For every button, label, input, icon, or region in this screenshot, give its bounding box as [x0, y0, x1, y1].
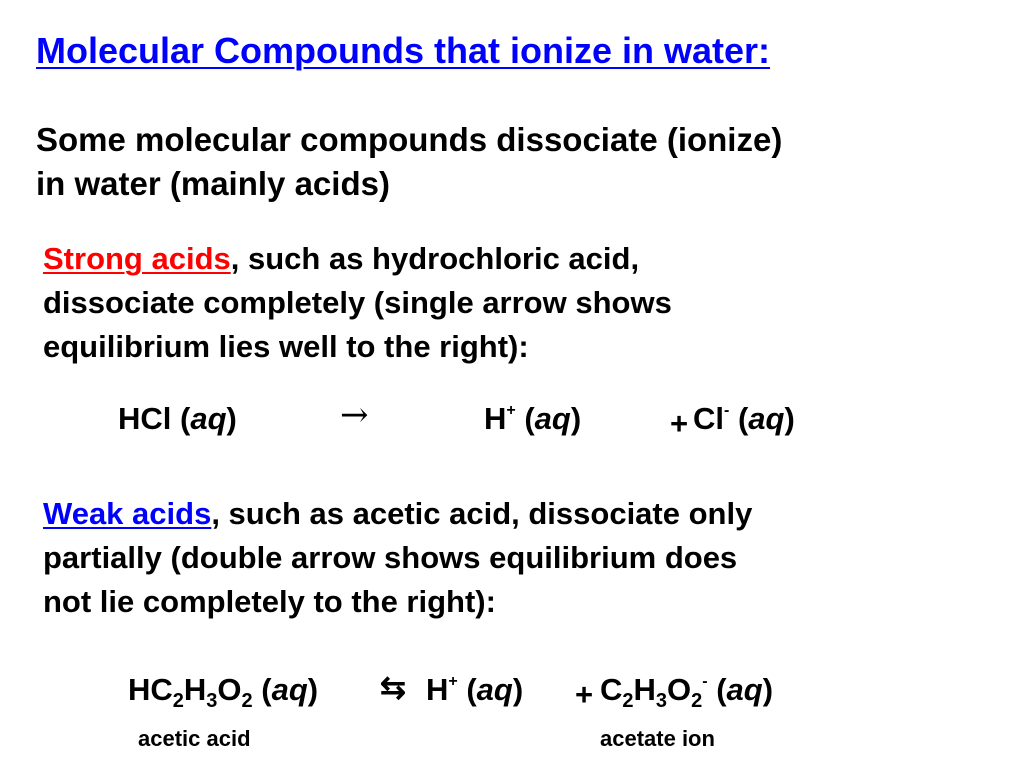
positive-charge: +: [506, 402, 516, 419]
strong-acids-term: Strong acids: [43, 241, 231, 276]
page-title: Molecular Compounds that ionize in water:: [36, 30, 771, 71]
weak-acids-line-3: not lie completely to the right):: [43, 584, 496, 619]
o-symbol: O: [667, 672, 692, 707]
acetate-ion-label: acetate ion: [600, 726, 715, 751]
strong-acids-line-3: equilibrium lies well to the right):: [43, 329, 529, 364]
intro-line-2: in water (mainly acids): [36, 165, 390, 202]
strong-acids-line-2: dissociate completely (single arrow shows: [43, 285, 672, 320]
h-ion: H+ (aq): [426, 672, 524, 707]
h-symbol: H: [633, 672, 656, 707]
aq-label: aq: [476, 672, 513, 707]
subscript: 2: [241, 690, 253, 712]
acetate-ion-formula: $C_2H_3O_2^-$ (aq): [600, 672, 774, 712]
intro-paragraph: [36, 118, 782, 206]
weak-acids-line-1: [43, 492, 752, 536]
strong-acids-line-1: [43, 237, 672, 281]
cl-symbol: Cl: [693, 401, 724, 436]
single-arrow-icon: →: [340, 395, 369, 435]
intro-line-1: Some molecular compounds dissociate (ionize): [36, 121, 783, 158]
acetic-acid-formula: $HC_2H_3O_2$ (aq): [128, 672, 319, 712]
h-symbol: H: [484, 401, 507, 436]
subscript: 2: [691, 690, 703, 712]
acetic-acid-label: acetic acid: [138, 726, 251, 751]
subscript: 2: [172, 690, 184, 712]
negative-charge: -: [702, 673, 708, 690]
o-symbol: O: [217, 672, 242, 707]
plus-sign: +: [670, 406, 689, 441]
h-ion: H+ (aq): [484, 401, 582, 436]
subscript: 3: [655, 690, 668, 712]
plus-sign: +: [575, 677, 594, 712]
hcl-formula: HCl (: [118, 401, 191, 436]
hcl-reactant: [118, 401, 237, 437]
positive-charge: +: [448, 673, 458, 690]
strong-acids-line-1-rest: , such as hydrochloric acid,: [230, 241, 640, 276]
aq-label: aq: [748, 401, 785, 436]
aq-label: aq: [534, 401, 571, 436]
strong-acids-paragraph: [43, 237, 672, 369]
subscript: 3: [206, 690, 218, 712]
cl-ion: Cl- (aq): [693, 401, 795, 436]
aq-label: aq: [271, 672, 308, 707]
weak-acids-line-2: partially (double arrow shows equilibrium does: [43, 540, 738, 575]
weak-acids-line-1-rest: , such as acetic acid, dissociate only: [211, 496, 753, 531]
c-symbol: C: [600, 672, 623, 707]
h-symbol: H: [426, 672, 449, 707]
subscript: 2: [622, 690, 634, 712]
weak-acids-paragraph: [43, 492, 752, 624]
hc-symbol: HC: [128, 672, 173, 707]
aq-label: aq: [190, 401, 227, 436]
h-symbol: H: [183, 672, 207, 707]
double-arrow-icon: ⇆: [380, 670, 406, 705]
aq-label: aq: [726, 672, 763, 707]
weak-acids-term: Weak acids: [43, 496, 212, 531]
negative-charge: -: [724, 402, 730, 419]
paren-close: ): [226, 401, 237, 436]
